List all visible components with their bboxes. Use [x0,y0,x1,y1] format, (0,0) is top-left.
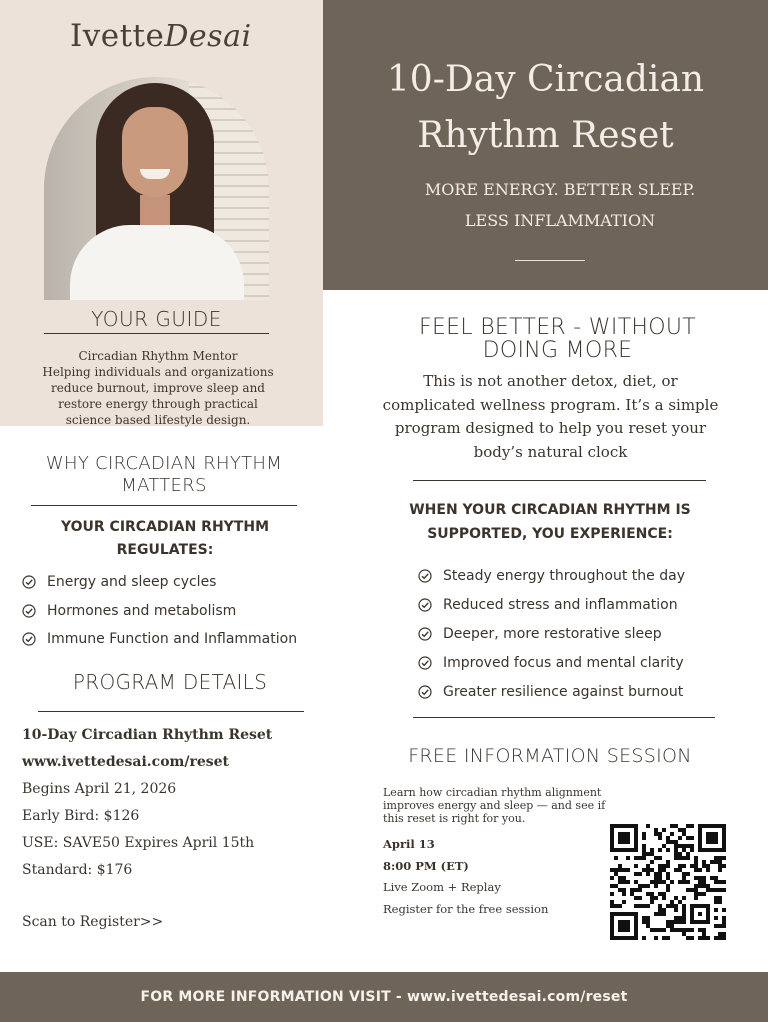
check-circle-icon [418,656,432,670]
list-item-text: Improved focus and mental clarity [443,654,684,671]
check-circle-icon [418,627,432,641]
hero-subtitle-line: MORE ENERGY. BETTER SLEEP. [424,180,696,199]
logo-first-name: Ivette [70,18,165,54]
heading-line: YOUR CIRCADIAN RHYTHM [60,519,270,535]
heading-line: SUPPORTED, YOU EXPERIENCE: [427,526,673,542]
divider [413,480,706,481]
free-session-description [383,786,638,825]
list-item [418,619,685,648]
guide-photo [44,77,269,300]
session-format: Live Zoom + Replay [383,880,501,894]
divider [515,260,585,261]
check-circle-icon [418,569,432,583]
footer-bar [0,972,768,1022]
free-session-heading: FREE INFORMATION SESSION [408,745,692,767]
why-heading [18,453,310,497]
experience-heading [380,498,720,546]
list-item-text: Immune Function and Inflammation [47,631,298,648]
list-item [418,590,685,619]
standard-price: Standard: $176 [22,862,133,878]
list-item-text: Deeper, more restorative sleep [443,625,662,642]
divider [38,711,304,712]
logo [70,18,252,54]
heading-line: MATTERS [121,475,207,496]
session-register: Register for the free session [383,901,549,916]
list-item [418,561,685,590]
early-bird-price: Early Bird: $126 [22,808,140,824]
text-line: complicated wellness program. It’s a simple [382,395,719,414]
logo-last-name: Desai [164,19,252,54]
hero-title-line: Rhythm Reset [417,115,674,156]
scan-to-register: Scan to Register>> [22,914,164,930]
text-line: Learn how circadian rhythm alignment [383,786,602,799]
divider [31,505,297,506]
list-item [22,568,297,597]
discount-code: USE: SAVE50 Expires April 15th [22,835,255,851]
text-line: this reset is right for you. [383,812,526,825]
hero-subtitle-line: LESS INFLAMMATION [464,211,656,230]
program-url-link[interactable]: www.ivettedesai.com/reset [22,754,229,770]
check-circle-icon [22,575,36,589]
heading-line: WHY CIRCADIAN RHYTHM [45,453,283,474]
guide-line: science based lifestyle design. [65,413,251,427]
guide-description [28,348,288,428]
hero-subtitle [325,174,768,236]
check-circle-icon [22,632,36,646]
guide-line: reduce burnout, improve sleep and [51,381,265,395]
guide-line: restore energy through practical [58,397,258,411]
heading-line: DOING MORE [482,338,633,363]
check-circle-icon [418,685,432,699]
session-time: 8:00 PM (ET) [383,858,469,873]
regulates-heading [20,516,310,562]
text-line: body’s natural clock [473,442,628,461]
experience-list [418,561,685,706]
heading-line: REGULATES: [116,542,214,558]
heading-line: WHEN YOUR CIRCADIAN RHYTHM IS [409,502,691,518]
program-details [22,724,312,886]
list-item-text: Reduced stress and inflammation [443,596,678,613]
footer-text[interactable]: FOR MORE INFORMATION VISIT - www.ivettedesai.com/reset [140,989,628,1005]
hero-title [323,52,768,164]
hero-title-line: 10-Day Circadian [386,59,705,100]
text-line: This is not another detox, diet, or [423,372,678,390]
text-line: improves energy and sleep — and see if [383,799,606,812]
free-session-details [383,834,613,920]
guide-heading: YOUR GUIDE [91,307,222,331]
text-line: program designed to help you reset your [394,419,707,437]
list-item [418,677,685,706]
qr-code-icon[interactable] [610,824,726,940]
feel-better-text [378,370,723,464]
list-item [22,625,297,654]
check-circle-icon [22,604,36,618]
list-item-text: Steady energy throughout the day [443,567,685,584]
guide-line: Helping individuals and organizations [42,365,274,379]
list-item [418,648,685,677]
feel-better-heading [390,316,725,362]
heading-line: FEEL BETTER - WITHOUT [419,315,696,340]
list-item-text: Hormones and metabolism [47,602,237,619]
program-details-heading: PROGRAM DETAILS [72,670,268,694]
list-item-text: Greater resilience against burnout [443,683,684,700]
list-item-text: Energy and sleep cycles [47,574,217,591]
divider [44,333,269,334]
program-start-date: Begins April 21, 2026 [22,781,177,797]
check-circle-icon [418,598,432,612]
program-name: 10-Day Circadian Rhythm Reset [22,727,273,743]
divider [413,717,715,718]
guide-line: Circadian Rhythm Mentor [78,349,238,363]
session-date: April 13 [383,837,435,851]
regulates-list [22,568,297,654]
list-item [22,597,297,626]
